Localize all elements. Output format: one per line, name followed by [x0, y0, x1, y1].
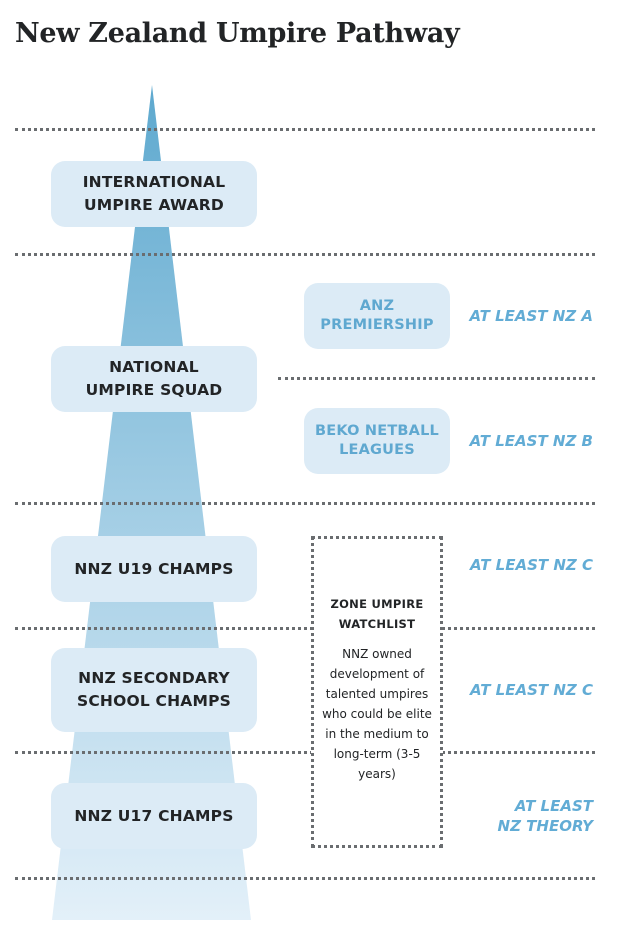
divider-line — [15, 751, 595, 754]
divider-line — [15, 877, 595, 880]
watchlist-title: ZONE UMPIRE WATCHLIST — [330, 597, 424, 631]
league-label: ANZ PREMIERSHIP — [320, 298, 434, 333]
tier-international-umpire-award — [51, 161, 257, 227]
zone-umpire-watchlist — [311, 536, 443, 848]
divider-line — [15, 253, 595, 256]
divider-line — [15, 128, 595, 131]
tier-label: NATIONAL UMPIRE SQUAD — [85, 358, 223, 399]
tier-label: NNZ U19 CHAMPS — [74, 559, 234, 578]
tier-nnz-u19-champs — [51, 536, 257, 602]
requirement-label: AT LEAST NZ C — [470, 681, 593, 699]
tier-nnz-secondary-school-champs — [51, 648, 257, 732]
league-label: BEKO NETBALL LEAGUES — [314, 423, 439, 458]
requirement-label: AT LEAST NZ A — [469, 307, 593, 325]
tier-national-umpire-squad — [51, 346, 257, 412]
divider-line — [15, 627, 595, 630]
tier-nnz-u17-champs — [51, 783, 257, 849]
divider-line — [15, 502, 595, 505]
watchlist-description: NNZ owned development of talented umpires who could be elite in the medium to long-term (3-5 years) — [322, 647, 432, 781]
tier-label: NNZ SECONDARY SCHOOL CHAMPS — [76, 669, 232, 710]
league-anz-premiership — [304, 283, 450, 349]
tier-label: NNZ U17 CHAMPS — [74, 806, 234, 825]
requirement-label: AT LEAST NZ C — [470, 556, 593, 574]
tier-label: INTERNATIONAL UMPIRE AWARD — [82, 173, 226, 214]
requirement-label: AT LEAST NZ B — [469, 432, 593, 450]
league-beko-netball-leagues — [304, 408, 450, 474]
page-title: New Zealand Umpire Pathway — [15, 18, 460, 49]
divider-line — [278, 377, 595, 380]
requirement-label: AT LEAST NZ THEORY — [497, 797, 593, 835]
